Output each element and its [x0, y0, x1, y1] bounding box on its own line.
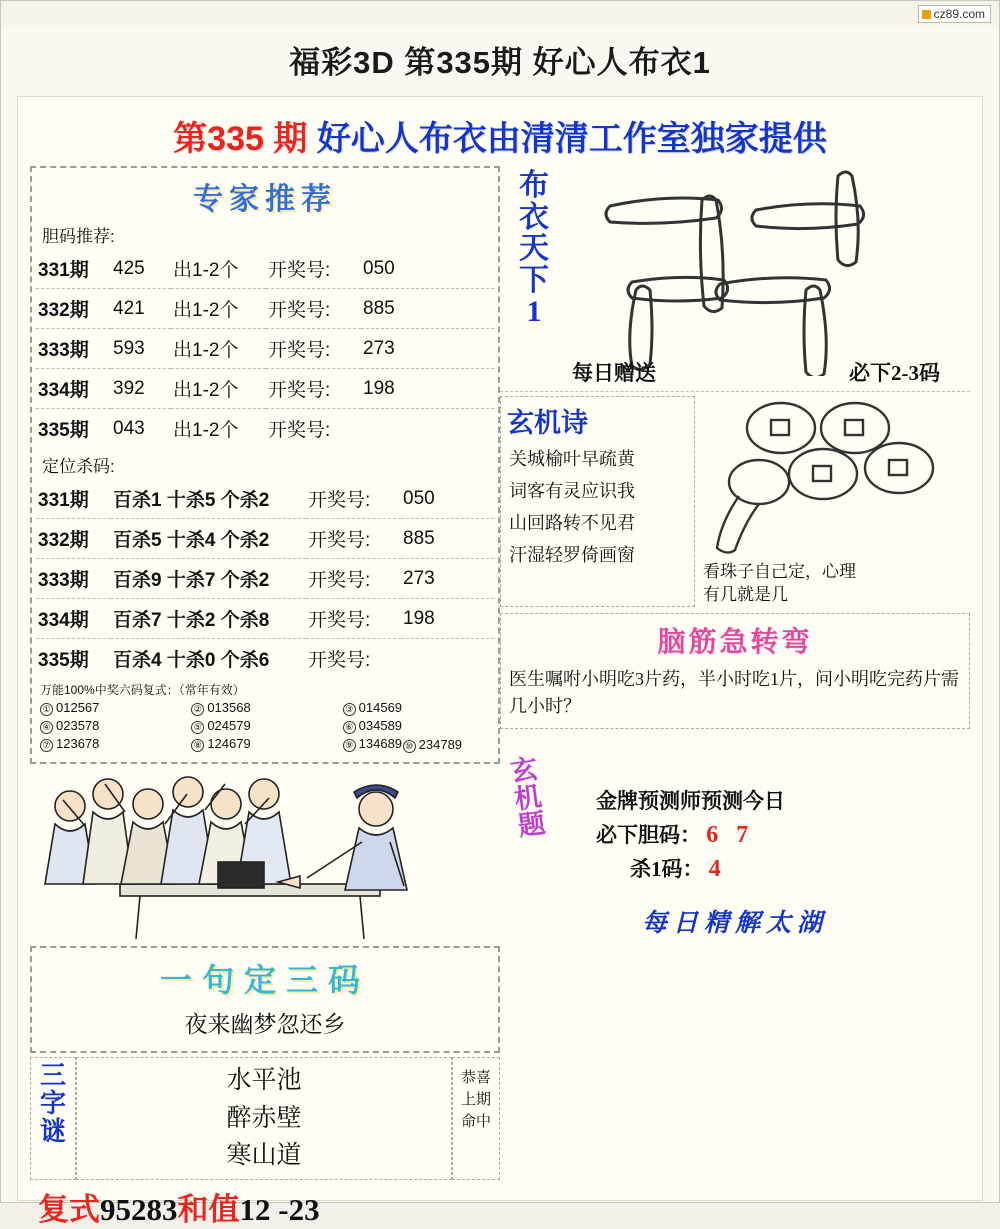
footer-fushi — [30, 1180, 500, 1229]
table-row — [36, 519, 494, 559]
row-rule: 出1-2个 — [173, 380, 239, 401]
index-circle-icon: ⑦ — [40, 739, 53, 752]
list-item — [343, 700, 490, 716]
row-open: 050 — [403, 487, 435, 509]
table-row — [36, 479, 494, 519]
index-circle-icon: ③ — [343, 703, 356, 716]
list-item — [191, 718, 338, 734]
prediction-line-3 — [596, 851, 970, 885]
xuanji-coin-section — [500, 391, 970, 607]
sanzimi-label-char: 字 — [39, 1089, 66, 1119]
row-open-label: 开奖号: — [308, 490, 371, 511]
hezhi-value: 12 -23 — [239, 1191, 320, 1227]
row-rule: 出1-2个 — [173, 420, 239, 441]
row-code: 421 — [113, 297, 145, 319]
list-item — [343, 718, 490, 734]
row-issue: 335期 — [38, 420, 89, 441]
prediction-section — [500, 753, 970, 937]
dan-label: 胆码推荐: — [42, 227, 115, 246]
row-code: 425 — [113, 257, 145, 279]
prediction-dan-value: 6 7 — [706, 821, 755, 848]
list-item — [40, 700, 187, 716]
riddle-word: 寒山道 — [226, 1142, 302, 1169]
list-item — [403, 737, 490, 754]
brainteaser-title: 脑筋急转弯 — [657, 626, 813, 658]
row-issue: 332期 — [38, 530, 89, 551]
table-row — [36, 639, 494, 679]
xuanji-ti-char: 机 — [512, 780, 544, 815]
six-value: 014569 — [358, 700, 403, 715]
page-title: 福彩3D 第335期 好心人布衣1 — [289, 45, 711, 80]
dan-table — [36, 249, 494, 448]
poster-columns — [18, 166, 982, 1229]
xuanji-title: 玄机诗 — [507, 408, 588, 438]
list-item — [40, 736, 187, 752]
prediction-dan-label: 必下胆码： — [596, 822, 701, 847]
six-value: 234789 — [418, 737, 463, 752]
buyi-char: 1 — [526, 295, 542, 328]
row-rule: 百杀1 十杀5 个杀2 — [113, 490, 270, 511]
six-value: 023578 — [56, 718, 100, 733]
row-code: 392 — [113, 377, 145, 399]
left-column — [30, 166, 500, 1229]
sanzimi-label-char: 三 — [39, 1061, 66, 1090]
hezhi-label: 和值 — [177, 1191, 240, 1227]
index-circle-icon: ④ — [40, 721, 53, 734]
sanzimi-words — [76, 1057, 452, 1180]
row-rule: 出1-2个 — [173, 260, 239, 281]
sanzimi-label — [30, 1057, 76, 1180]
poem-line: 词客有灵应识我 — [509, 481, 635, 501]
buyi-char: 天 — [519, 232, 549, 265]
table-row — [36, 249, 494, 289]
gongxi-line: 上期 — [460, 1091, 491, 1108]
row-open-label: 开奖号: — [268, 260, 331, 281]
kill-table — [36, 479, 494, 678]
index-circle-icon: ⑧ — [191, 739, 204, 752]
logo-square-icon — [922, 10, 931, 19]
daily-gift-label: 每日赠送 — [572, 361, 656, 385]
six-value: 012567 — [56, 700, 100, 715]
table-row — [36, 369, 494, 409]
logo-text: cz89.com — [933, 7, 985, 21]
headline-issue: 第335 期 — [173, 120, 308, 158]
index-circle-icon: ⑩ — [403, 740, 416, 753]
poster — [17, 96, 983, 1227]
poem-line: 关城榆叶早疏黄 — [509, 449, 635, 469]
coins-doodle-icon — [703, 396, 953, 561]
row-open: 885 — [403, 527, 435, 549]
expert-section — [30, 166, 500, 764]
row-open: 198 — [403, 607, 435, 629]
xuanji-ti-label — [502, 754, 553, 841]
buyi-vertical-title — [506, 170, 562, 328]
daily-taihu-label: 每日精解太湖 — [641, 909, 828, 937]
six-value: 123678 — [56, 736, 100, 751]
poem-line: 汗湿轻罗倚画窗 — [509, 545, 635, 565]
six-value: 124679 — [207, 736, 251, 751]
prediction-line-2 — [596, 817, 970, 851]
sanma-subtitle: 夜来幽梦忽还乡 — [184, 1012, 346, 1037]
coin-doodle-block — [695, 396, 970, 607]
buyi-char: 布 — [519, 169, 549, 202]
six-code-grid — [36, 700, 494, 758]
row-issue: 333期 — [38, 340, 89, 361]
index-circle-icon: ⑤ — [191, 721, 204, 734]
coin-caption-line: 有几就是几 — [703, 584, 788, 604]
riddle-word: 水平池 — [226, 1067, 302, 1094]
six-value: 134689 — [358, 736, 403, 751]
table-row — [36, 599, 494, 639]
row-rule: 百杀5 十杀4 个杀2 — [113, 530, 270, 551]
headline-provider: 好心人布衣由清清工作室独家提供 — [316, 120, 827, 158]
row-rule: 百杀9 十杀7 个杀2 — [113, 570, 270, 591]
row-open: 050 — [363, 257, 395, 279]
row-open-label: 开奖号: — [268, 340, 331, 361]
index-circle-icon: ① — [40, 703, 53, 716]
list-item — [191, 736, 338, 752]
index-circle-icon: ② — [191, 703, 204, 716]
row-rule: 出1-2个 — [173, 300, 239, 321]
top-bar — [1, 1, 999, 27]
gongxi-note — [452, 1057, 500, 1180]
prediction-kill-label: 杀1码： — [630, 856, 704, 881]
crowd-illustration-svg — [30, 764, 480, 944]
right-column — [500, 166, 970, 1229]
row-open-label: 开奖号: — [308, 650, 371, 671]
sanzimi-section — [30, 1057, 500, 1180]
brainteaser-section — [500, 613, 970, 729]
row-issue: 332期 — [38, 300, 89, 321]
xuanji-ti-char: 题 — [516, 807, 548, 842]
row-rule: 出1-2个 — [173, 340, 239, 361]
row-issue: 331期 — [38, 490, 89, 511]
swastika-doodle-icon — [570, 166, 970, 376]
sanma-title: 一句定三码 — [159, 962, 370, 998]
row-open: 273 — [363, 337, 395, 359]
row-open-label: 开奖号: — [308, 530, 371, 551]
fushi-value: 95283 — [100, 1191, 178, 1227]
six-value: 013568 — [207, 700, 251, 715]
index-circle-icon: ⑨ — [343, 739, 356, 752]
site-logo-badge[interactable] — [918, 5, 991, 23]
expert-title: 专家推荐 — [193, 183, 337, 216]
sanzimi-label-char: 谜 — [39, 1117, 66, 1147]
row-open: 273 — [403, 567, 435, 589]
table-row — [36, 559, 494, 599]
row-rule: 百杀4 十杀0 个杀6 — [113, 650, 270, 671]
list-item — [40, 718, 187, 734]
list-item — [191, 700, 338, 716]
six-value: 024579 — [207, 718, 251, 733]
fushi-label: 复式 — [38, 1191, 100, 1227]
table-row — [36, 409, 494, 449]
row-issue: 331期 — [38, 260, 89, 281]
prediction-line-1: 金牌预测师预测今日 — [596, 788, 785, 813]
xuanji-poem — [500, 396, 695, 607]
row-open-label: 开奖号: — [268, 300, 331, 321]
row-open: 885 — [363, 297, 395, 319]
kill-label: 定位杀码: — [42, 457, 115, 476]
row-open-label: 开奖号: — [308, 570, 371, 591]
row-open-label: 开奖号: — [268, 380, 331, 401]
row-issue: 333期 — [38, 570, 89, 591]
six-value: 034589 — [358, 718, 403, 733]
gongxi-line: 命中 — [460, 1113, 491, 1130]
coin-caption-line: 看珠子自己定，心理 — [703, 562, 856, 581]
must-code-label: 必下2-3码 — [849, 361, 940, 385]
brainteaser-text: 医生嘱咐小明吃3片药，半小时吃1片，问小明吃完药片需几小时？ — [509, 668, 959, 716]
row-open — [401, 639, 494, 679]
row-rule: 百杀7 十杀2 个杀8 — [113, 610, 270, 631]
index-circle-icon: ⑥ — [343, 721, 356, 734]
row-issue: 334期 — [38, 610, 89, 631]
row-open: 198 — [363, 377, 395, 399]
row-issue: 334期 — [38, 380, 89, 401]
table-row — [36, 329, 494, 369]
sanma-section — [30, 946, 500, 1053]
buyi-char: 下 — [519, 263, 549, 297]
table-row — [36, 289, 494, 329]
riddle-word: 醉赤壁 — [226, 1104, 302, 1132]
row-code: 593 — [113, 337, 145, 359]
row-open-label: 开奖号: — [268, 420, 331, 441]
coin-caption — [703, 561, 970, 607]
poem-line: 山回路转不见君 — [509, 513, 635, 533]
prediction-kill-value: 4 — [708, 855, 727, 882]
xuanji-ti-char: 玄 — [508, 753, 540, 787]
row-issue: 335期 — [38, 650, 89, 671]
prediction-body — [596, 757, 970, 885]
gongxi-line: 恭喜 — [460, 1070, 491, 1086]
six-code-title: 万能100%中奖六码复式：（常年有效） — [40, 683, 245, 697]
doodle-section — [500, 166, 970, 391]
row-code: 043 — [113, 417, 145, 439]
row-open-label: 开奖号: — [308, 610, 371, 631]
crowd-illustration — [30, 764, 500, 944]
buyi-char: 衣 — [519, 200, 549, 234]
poster-headline — [18, 97, 982, 166]
row-open — [361, 409, 494, 449]
